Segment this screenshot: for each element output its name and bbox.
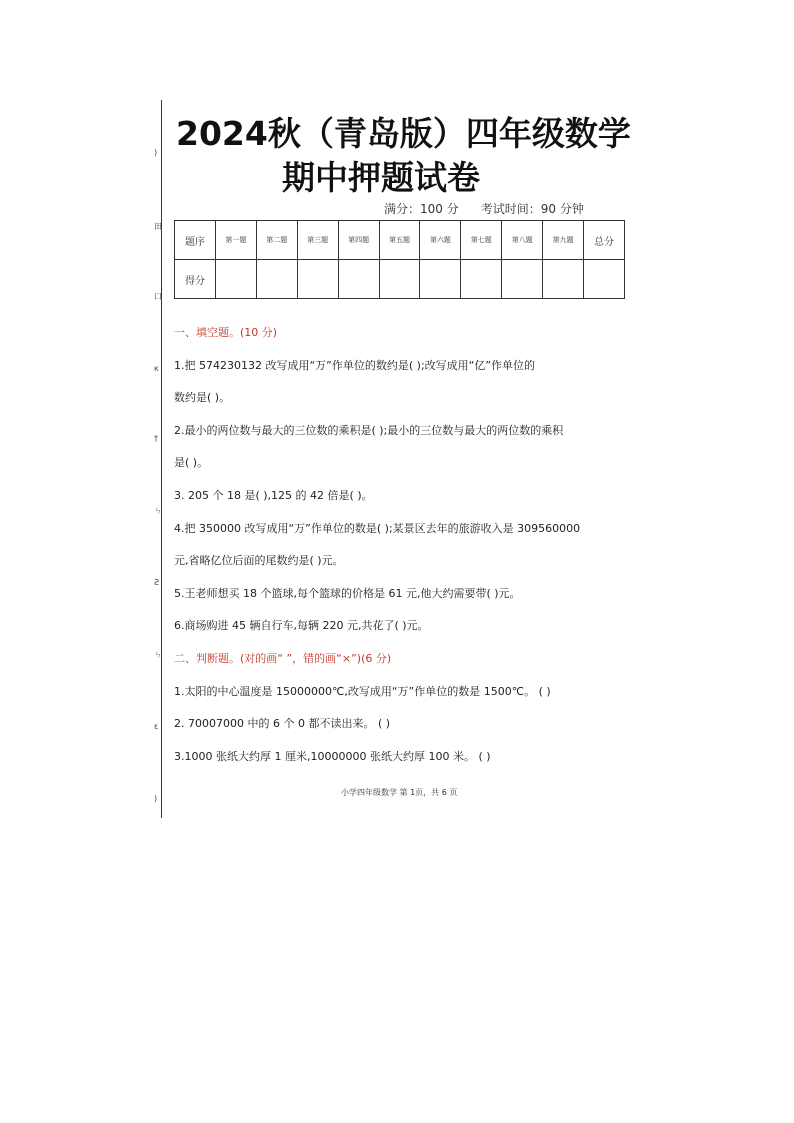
page-title [176, 112, 631, 200]
question-text: 6.商场购进 45 辆自行车,每辆 220 元,共花了( )元。 [174, 619, 429, 632]
score-cell [502, 260, 543, 299]
margin-mark: ɛ [154, 722, 159, 731]
question-text: 2. 70007000 中的 6 个 0 都不读出来。 ( ) [174, 717, 391, 730]
question-text: 3.1000 张纸大约厚 1 厘米,10000000 张纸大约厚 100 米。 ( ) [174, 750, 491, 763]
question-text: 3. 205 个 18 是( ),125 的 42 倍是( )。 [174, 489, 373, 502]
title-line-2: 期中押题试卷 [282, 158, 480, 197]
header-cell: 第四题 [338, 221, 379, 260]
question-text: 元,省略亿位后面的尾数约是( )元。 [174, 554, 344, 567]
margin-mark: † [154, 434, 158, 443]
exam-time: 考试时间：90 分钟 [480, 202, 584, 216]
binding-margin-line [161, 100, 162, 818]
score-table [174, 220, 625, 299]
header-cell-total: 总分 [584, 221, 625, 260]
score-cell [338, 260, 379, 299]
margin-mark: 口 [154, 292, 162, 301]
margin-mark: ㄣ [154, 506, 162, 515]
row-label-question: 题序 [175, 221, 216, 260]
question-text: 2.最小的两位数与最大的三位数的乘积是( );最小的三位数与最大的两位数的乘积 [174, 424, 564, 437]
score-table-score-row [175, 260, 625, 299]
header-cell: 第三题 [297, 221, 338, 260]
score-cell [420, 260, 461, 299]
section-title-fill-blank: 一、填空题。(10 分) [174, 326, 278, 339]
score-cell [297, 260, 338, 299]
header-cell: 第一题 [215, 221, 256, 260]
score-cell [256, 260, 297, 299]
margin-mark: Ƨ [154, 578, 160, 587]
score-table-header-row [175, 221, 625, 260]
question-text: 1.太阳的中心温度是 15000000℃,改写成用“万”作单位的数是 1500℃。 ( ) [174, 685, 551, 698]
score-cell [584, 260, 625, 299]
header-cell: 第六题 [420, 221, 461, 260]
full-score: 满分：100 分 [384, 202, 459, 216]
header-cell: 第五题 [379, 221, 420, 260]
score-cell [543, 260, 584, 299]
header-cell: 第九题 [543, 221, 584, 260]
title-line-1: 2024秋（青岛版）四年级数学 [176, 114, 631, 153]
question-text: 数约是( )。 [174, 391, 231, 404]
page-footer: 小学四年级数学 第 1页，共 6 页 [341, 788, 458, 797]
section-title-judge: 二、判断题。(对的画“ ”，错的画“×”)(6 分) [174, 652, 392, 665]
header-cell: 第二题 [256, 221, 297, 260]
question-text: 是( )。 [174, 456, 209, 469]
score-cell [215, 260, 256, 299]
margin-mark: ) [154, 794, 158, 803]
score-cell [461, 260, 502, 299]
margin-mark: 田 [154, 222, 162, 231]
row-label-score: 得分 [175, 260, 216, 299]
question-text: 1.把 574230132 改写成用“万”作单位的数约是( );改写成用“亿”作单位的 [174, 359, 536, 372]
header-cell: 第八题 [502, 221, 543, 260]
margin-mark: κ [154, 364, 159, 373]
question-text: 5.王老师想买 18 个篮球,每个篮球的价格是 61 元,他大约需要带( )元。 [174, 587, 521, 600]
question-text: 4.把 350000 改写成用“万”作单位的数是( );某景区去年的旅游收入是 309560000 [174, 522, 581, 535]
exam-meta [384, 200, 584, 217]
header-cell: 第七题 [461, 221, 502, 260]
score-cell [379, 260, 420, 299]
margin-mark: ) [154, 148, 158, 157]
margin-mark: ㄣ [154, 650, 162, 659]
